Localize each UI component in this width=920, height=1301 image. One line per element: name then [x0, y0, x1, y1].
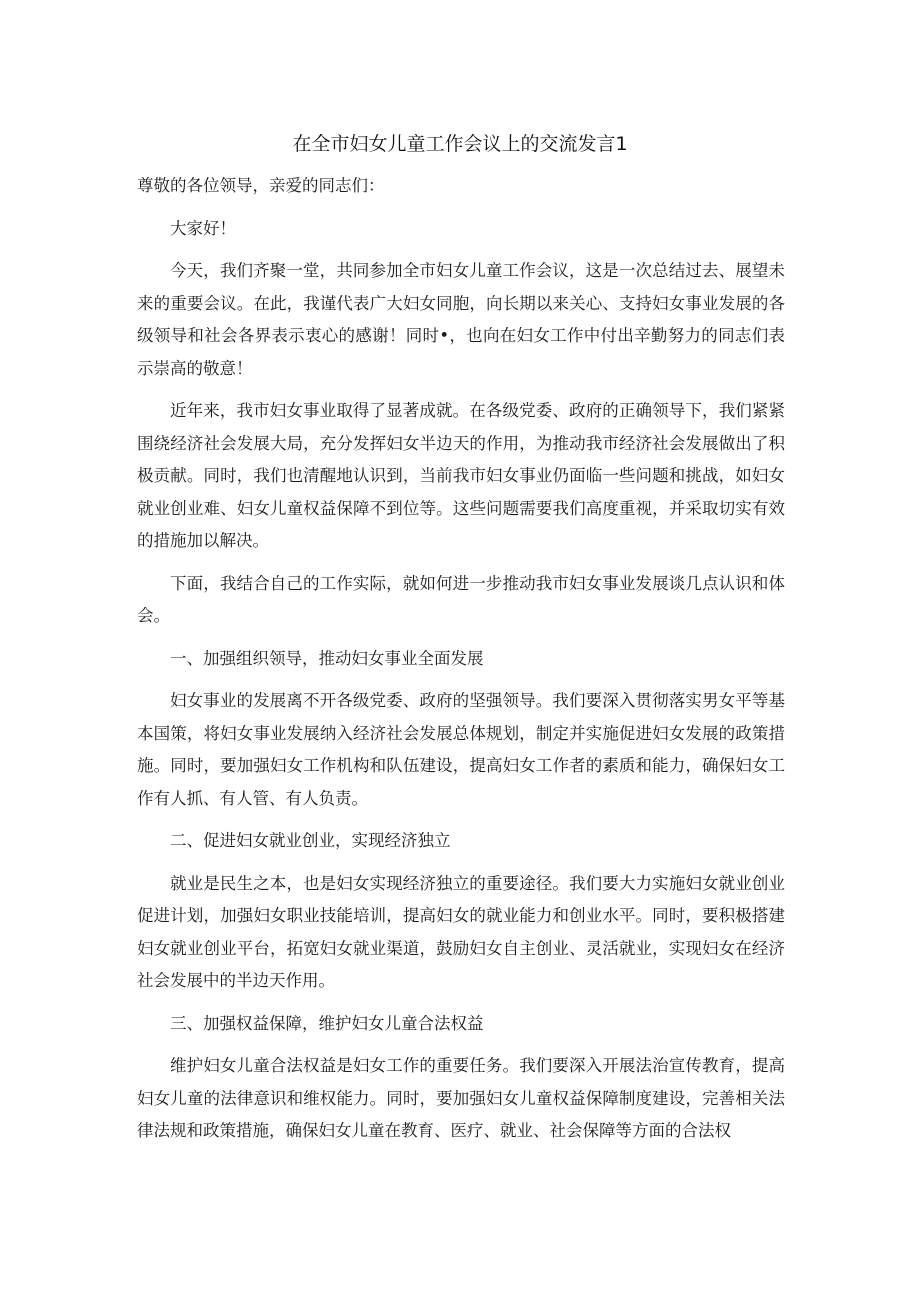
section-heading-2: 二、促进妇女就业创业，实现经济独立	[170, 831, 451, 850]
paragraph-section-3: 维护妇女儿童合法权益是妇女工作的重要任务。我们要深入开展法治宣传教育，提高妇女儿童的法律意识和维权能力。同时，要加强妇女儿童权益保障制度建设，完善相关法律法规和政策措施，确保妇女儿童在教育、医疗、就业、社会保障等方面的合法权	[137, 1056, 785, 1140]
section-heading-1: 一、加强组织领导，推动妇女事业全面发展	[170, 648, 484, 668]
paragraph-section-1: 妇女事业的发展离不开各级党委、政府的坚强领导。我们要深入贯彻落实男女平等基本国策，将妇女事业发展纳入经济社会发展总体规划，制定并实施促进妇女发展的政策措施。同时，要加强妇女工作机构和队伍建设，提高妇女工作者的素质和能力，确保妇女工作有人抓、有人管、有人负责。	[137, 691, 785, 808]
section-heading-3: 三、加强权益保障，维护妇女儿童合法权益	[170, 1013, 484, 1033]
salutation: 尊敬的各位领导，亲爱的同志们：	[137, 176, 385, 195]
paragraph-section-2: 就业是民生之本，也是妇女实现经济独立的重要途径。我们要大力实施妇女就业创业促进计划，加强妇女职业技能培训，提高妇女的就业能力和创业水平。同时，要积极搭建妇女就业创业平台，拓宽妇女就业渠道，鼓励妇女自主创业、灵活就业，实现妇女在经济社会发展中的半边天作用。	[137, 873, 785, 990]
document-body	[137, 170, 785, 1158]
paragraph-greeting: 大家好！	[170, 218, 236, 238]
paragraph-intro: 下面，我结合自己的工作实际，就如何进一步推动我市妇女事业发展谈几点认识和体会。	[137, 573, 785, 625]
paragraph-opening: 今天，我们齐聚一堂，共同参加全市妇女儿童工作会议，这是一次总结过去、展望未来的重要会议。在此，我谨代表广大妇女同胞，向长期以来关心、支持妇女事业发展的各级领导和社会各界表示衷心的感谢！同时•，也向在妇女工作中付出辛勤努力的同志们表示崇高的敬意！	[137, 261, 785, 378]
paragraph-achievements: 近年来，我市妇女事业取得了显著成就。在各级党委、政府的正确领导下，我们紧紧围绕经济社会发展大局，充分发挥妇女半边天的作用，为推动我市经济社会发展做出了积极贡献。同时，我们也清醒地认识到，当前我市妇女事业仍面临一些问题和挑战，如妇女就业创业难、妇女儿童权益保障不到位等。这些问题需要我们高度重视，并采取切实有效的措施加以解决。	[137, 401, 785, 550]
document-title: 在全市妇女儿童工作会议上的交流发言1	[292, 133, 628, 155]
